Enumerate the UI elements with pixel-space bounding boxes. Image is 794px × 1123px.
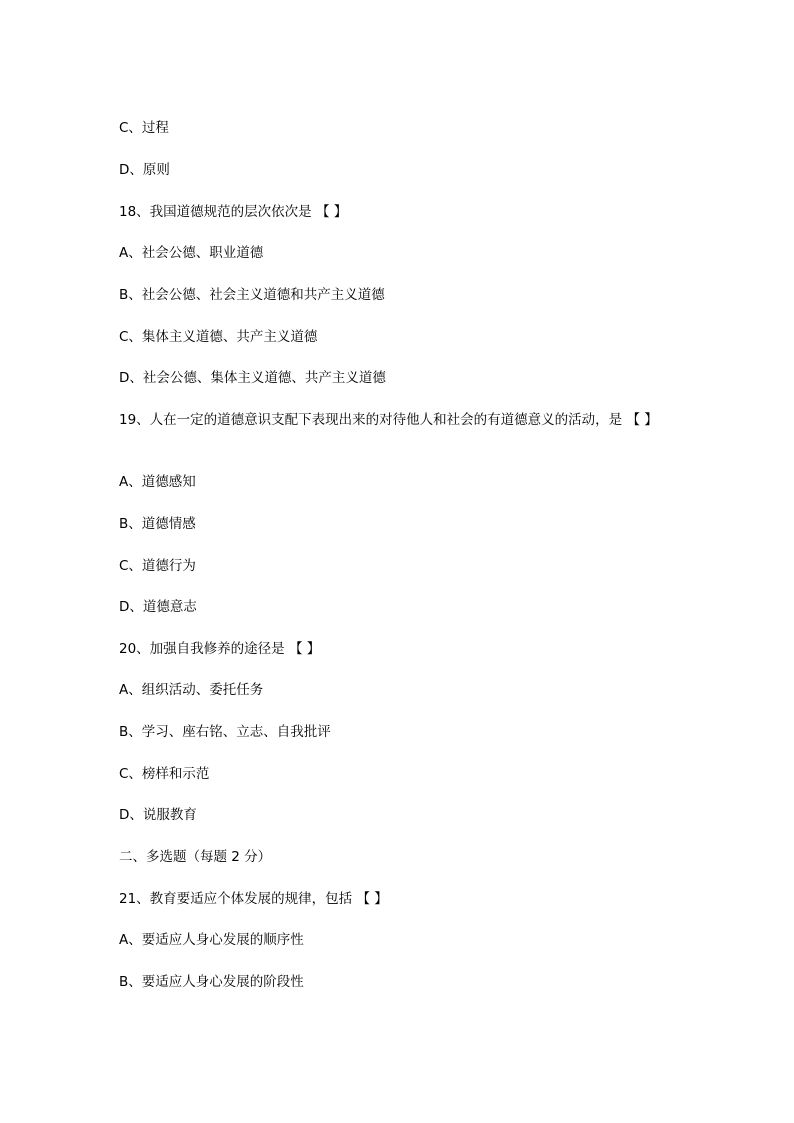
question-18: 18、我国道德规范的层次依次是 【 】 <box>119 204 348 220</box>
q20-option-a: A、组织活动、委托任务 <box>119 682 264 698</box>
q18-option-a: A、社会公德、职业道德 <box>119 245 264 261</box>
q19-option-d: D、道德意志 <box>119 599 197 615</box>
section-heading-multiple-choice: 二、多选题（每题 2 分） <box>119 849 272 865</box>
question-19: 19、人在一定的道德意识支配下表现出来的对待他人和社会的有道德意义的活动，是 【 】 <box>119 412 658 428</box>
question-20: 20、加强自我修养的途径是 【 】 <box>119 641 321 657</box>
q21-option-b: B、要适应人身心发展的阶段性 <box>119 974 304 990</box>
q17-option-c: C、过程 <box>119 120 169 136</box>
q18-option-d: D、社会公德、集体主义道德、共产主义道德 <box>119 370 386 386</box>
q20-option-b: B、学习、座右铭、立志、自我批评 <box>119 724 331 740</box>
q21-option-a: A、要适应人身心发展的顺序性 <box>119 932 304 948</box>
q17-option-d: D、原则 <box>119 162 170 178</box>
q19-option-b: B、道德情感 <box>119 516 196 532</box>
q18-option-c: C、集体主义道德、共产主义道德 <box>119 329 318 345</box>
q19-option-a: A、道德感知 <box>119 474 196 490</box>
q20-option-c: C、榜样和示范 <box>119 766 210 782</box>
question-21: 21、教育要适应个体发展的规律，包括 【 】 <box>119 891 388 907</box>
q20-option-d: D、说服教育 <box>119 807 197 823</box>
q19-option-c: C、道德行为 <box>119 558 196 574</box>
q18-option-b: B、社会公德、社会主义道德和共产主义道德 <box>119 287 385 303</box>
